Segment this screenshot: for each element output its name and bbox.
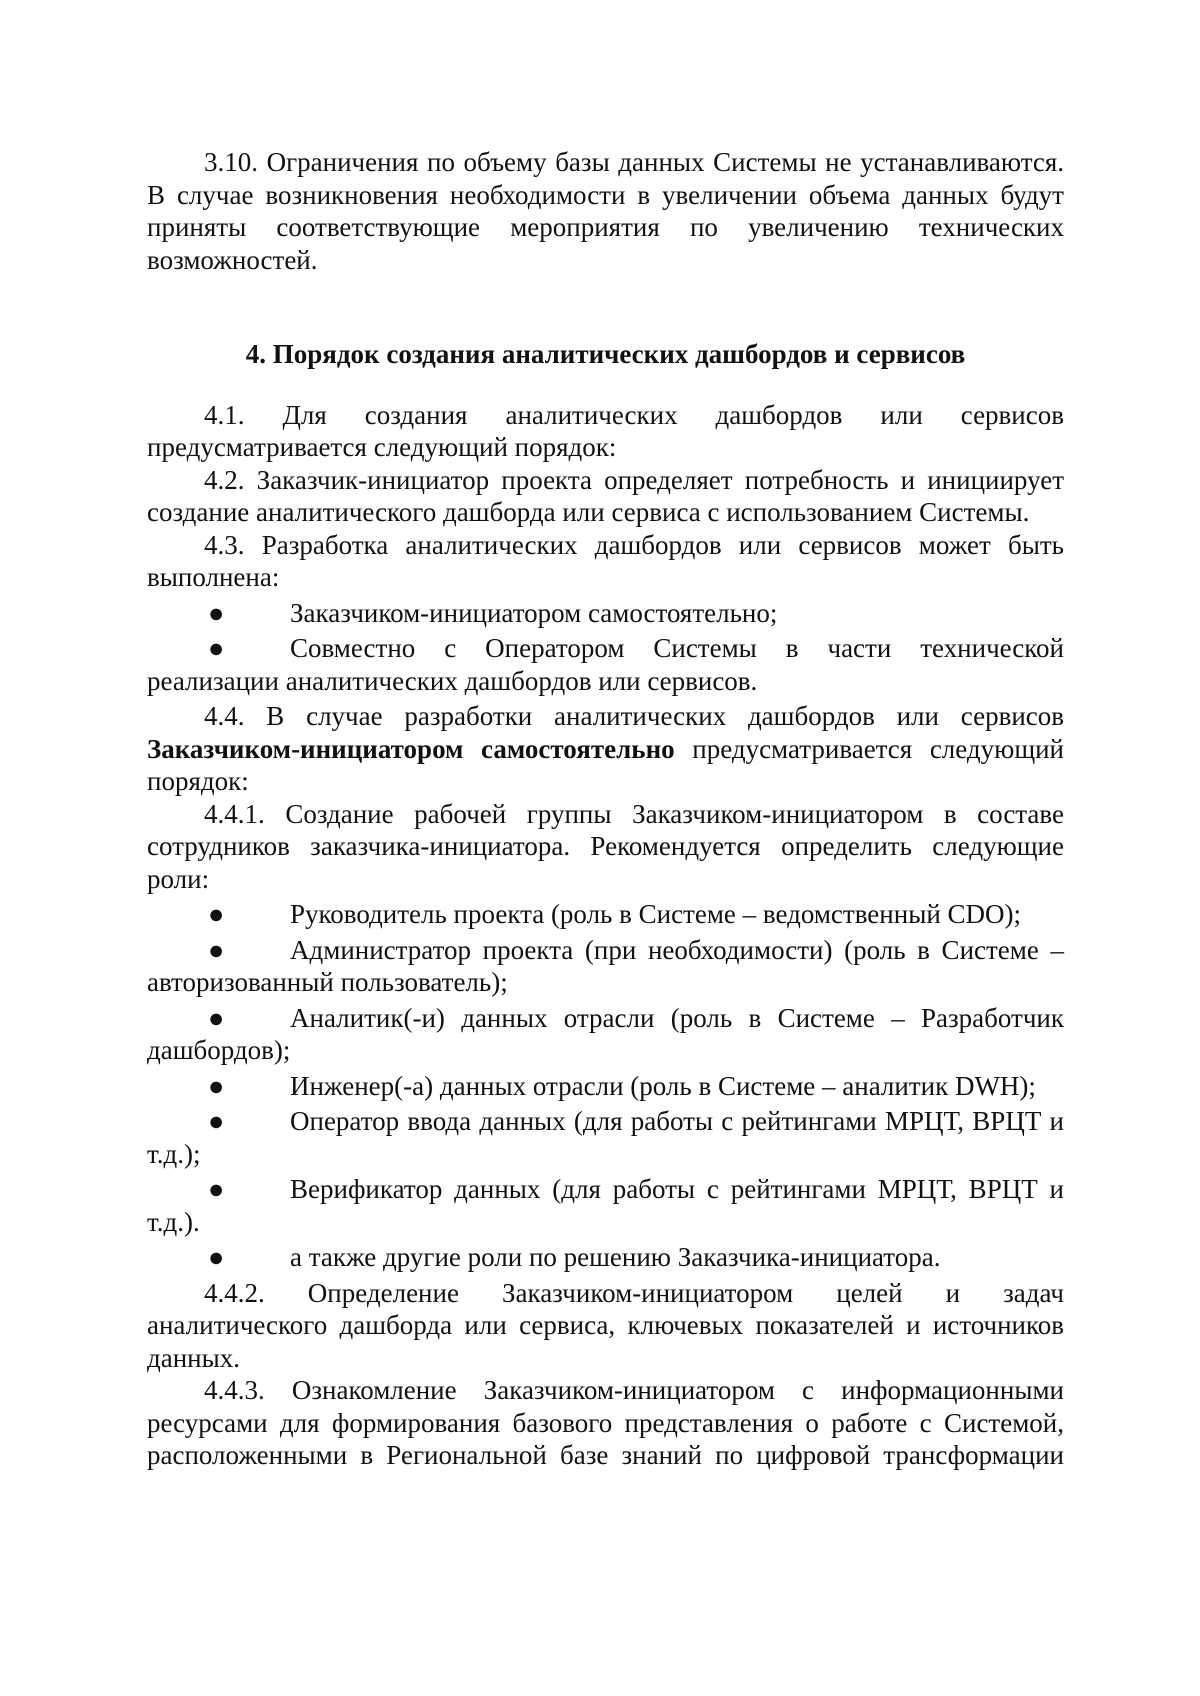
list-item-text: Верификатор данных (для работы с рейтингами МРЦТ, ВРЦТ и т.д.). <box>147 1174 1064 1237</box>
list-item-text: Администратор проекта (при необходимости) (роль в Системе – авторизованный пользователь); <box>147 934 1064 997</box>
list-item-text: Заказчиком-инициатором самостоятельно; <box>290 597 778 628</box>
list-item-text: Руководитель проекта (роль в Системе – ведомственный CDO); <box>290 899 1022 929</box>
bullet-icon: ● <box>208 1242 225 1272</box>
bullet-icon: ● <box>208 934 225 965</box>
paragraph-4-4-1: 4.4.1. Создание рабочей группы Заказчиком-инициатором в составе сотрудников заказчика-инициатора. Рекомендуется определить следующие роли: <box>147 798 1064 894</box>
list-item <box>147 898 1064 931</box>
paragraph-4-4 <box>147 700 1064 798</box>
section-heading-4: 4. Порядок создания аналитических дашбордов и сервисов <box>245 339 966 369</box>
paragraph-4-2: 4.2. Заказчик-инициатор проекта определяет потребность и инициирует создание аналитического дашборда или сервиса с использованием Системы. <box>147 464 1064 527</box>
list-item-text: Аналитик(-и) данных отрасли (роль в Системе – Разработчик дашбордов); <box>147 1002 1064 1065</box>
paragraph-4-4-2: 4.4.2. Определение Заказчиком-инициатором целей и задач аналитического дашборда или сервиса, ключевых показателей и источников данных. <box>147 1277 1064 1373</box>
paragraph-4-3: 4.3. Разработка аналитических дашбордов или сервисов может быть выполнена: <box>147 529 1064 592</box>
paragraph-4-4-tail: предусматривается следующий порядок: <box>147 733 1065 796</box>
list-item <box>147 1173 1064 1238</box>
paragraph-4-4-3: 4.4.3. Ознакомление Заказчиком-инициатором с информационными ресурсами для формирования базового представления о работе с Системой, расположенными в Региональной базе знаний по цифровой трансформации <box>147 1375 1064 1470</box>
list-item-text: Оператор ввода данных (для работы с рейтингами МРЦТ, ВРЦТ и т.д.); <box>147 1106 1064 1169</box>
paragraph-4-4-lead: 4.4. В случае разработки аналитических дашбордов или сервисов <box>204 701 1064 731</box>
list-item <box>147 1002 1064 1067</box>
document-body <box>147 146 1064 1472</box>
paragraph-4-4-bold: Заказчиком-инициатором самостоятельно <box>147 733 675 764</box>
bullet-icon: ● <box>208 899 225 929</box>
paragraph-3-10: 3.10. Ограничения по объему базы данных Системы не устанавливаются. В случае возникновения необходимости в увеличении объема данных будут приняты соответствующие мероприятия по увеличению технических возможностей. <box>147 147 1064 275</box>
list-item-text: а также другие роли по решению Заказчика-инициатора. <box>290 1242 941 1272</box>
list-item <box>147 632 1064 697</box>
list-item <box>147 1105 1064 1170</box>
bullet-icon: ● <box>208 1070 225 1101</box>
bullet-icon: ● <box>208 633 225 663</box>
bullet-icon: ● <box>208 597 225 628</box>
list-item-text: Совместно с Оператором Системы в части технической реализации аналитических дашбордов или сервисов. <box>147 633 1064 696</box>
paragraph-4-1: 4.1. Для создания аналитических дашбордов или сервисов предусматривается следующий порядок: <box>147 399 1064 462</box>
list-item <box>147 1241 1064 1274</box>
bullet-icon: ● <box>208 1002 225 1033</box>
list-item-text: Инженер(-а) данных отрасли (роль в Системе – аналитик DWH); <box>290 1070 1036 1101</box>
list-item <box>147 597 1064 630</box>
bullet-icon: ● <box>208 1106 225 1136</box>
list-item <box>147 934 1064 999</box>
bullet-icon: ● <box>208 1174 225 1204</box>
list-item <box>147 1070 1064 1103</box>
